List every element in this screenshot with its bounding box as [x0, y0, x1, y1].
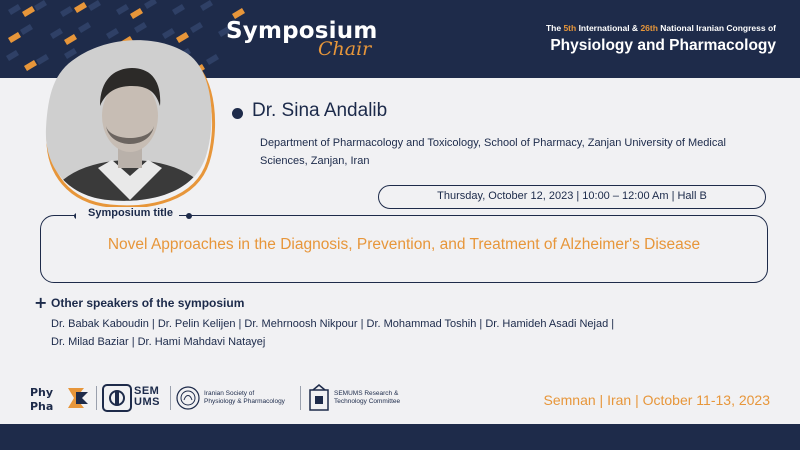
rc-text-line-2: Technology Committee	[334, 398, 401, 405]
congress-number-1: 5th	[563, 23, 577, 33]
isp-text-line-2: Physiology & Pharmacology	[204, 398, 285, 405]
congress-name: Physiology and Pharmacology	[550, 37, 776, 54]
speaker-affiliation: Department of Pharmacology and Toxicology, School of Pharmacy, Zanjan University of Medical Sciences, Zanjan, Iran	[260, 137, 726, 167]
other-speakers-line-1: Dr. Babak Kaboudin | Dr. Pelin Kelijen | Dr. Mehrnoosh Nikpour | Dr. Mohammad Toshih | Dr. Hamideh Asadi Nejad |	[51, 318, 615, 330]
footer-separator	[170, 386, 171, 410]
isp-text-line-1: Iranian Society of	[204, 390, 255, 397]
semums-logo-text	[134, 386, 160, 408]
bottom-bar	[0, 424, 800, 450]
research-committee-text	[334, 390, 400, 406]
plus-icon: +	[34, 293, 48, 312]
congress-suffix: National Iranian Congress of	[657, 23, 776, 33]
semums-text-line-2: UMS	[134, 396, 160, 408]
footer-logos	[30, 382, 450, 414]
phypha-logo-icon	[30, 384, 92, 412]
congress-number-2: 26th	[640, 23, 658, 33]
svg-text:Phy: Phy	[30, 386, 54, 399]
isp-text	[204, 390, 285, 406]
isp-seal-icon	[176, 386, 200, 410]
schedule-pill: Thursday, October 12, 2023 | 10:00 – 12:00 Am | Hall B	[378, 185, 766, 209]
congress-mid: International &	[576, 23, 641, 33]
semums-logo-icon	[102, 384, 132, 412]
other-speakers-line-2: Dr. Milad Baziar | Dr. Hami Mahdavi Natayej	[51, 336, 266, 348]
congress-line	[546, 23, 776, 33]
footer-separator	[96, 386, 97, 410]
event-location-date: Semnan | Iran | October 11-13, 2023	[543, 392, 770, 408]
svg-text:Pha: Pha	[30, 400, 54, 412]
rc-text-line-1: SEMUMS Research &	[334, 390, 399, 397]
speaker-bullet-dot	[232, 108, 243, 119]
symposium-title-label: Symposium title	[76, 207, 179, 219]
semums-text-line-1: SEM	[134, 385, 160, 397]
title-dot-right	[186, 213, 192, 219]
footer-separator	[300, 386, 301, 410]
congress-prefix: The	[545, 23, 564, 33]
chair-subheading: Chair	[318, 38, 372, 60]
speaker-name: Dr. Sina Andalib	[252, 100, 388, 121]
other-speakers-list	[51, 315, 751, 351]
symposium-heading: Symposium	[226, 18, 378, 44]
speaker-photo	[38, 28, 218, 208]
other-speakers-label: Other speakers of the symposium	[51, 296, 245, 310]
symposium-title-text: Novel Approaches in the Diagnosis, Prevention, and Treatment of Alzheimer's Disease	[107, 236, 701, 253]
research-committee-icon	[308, 384, 330, 412]
